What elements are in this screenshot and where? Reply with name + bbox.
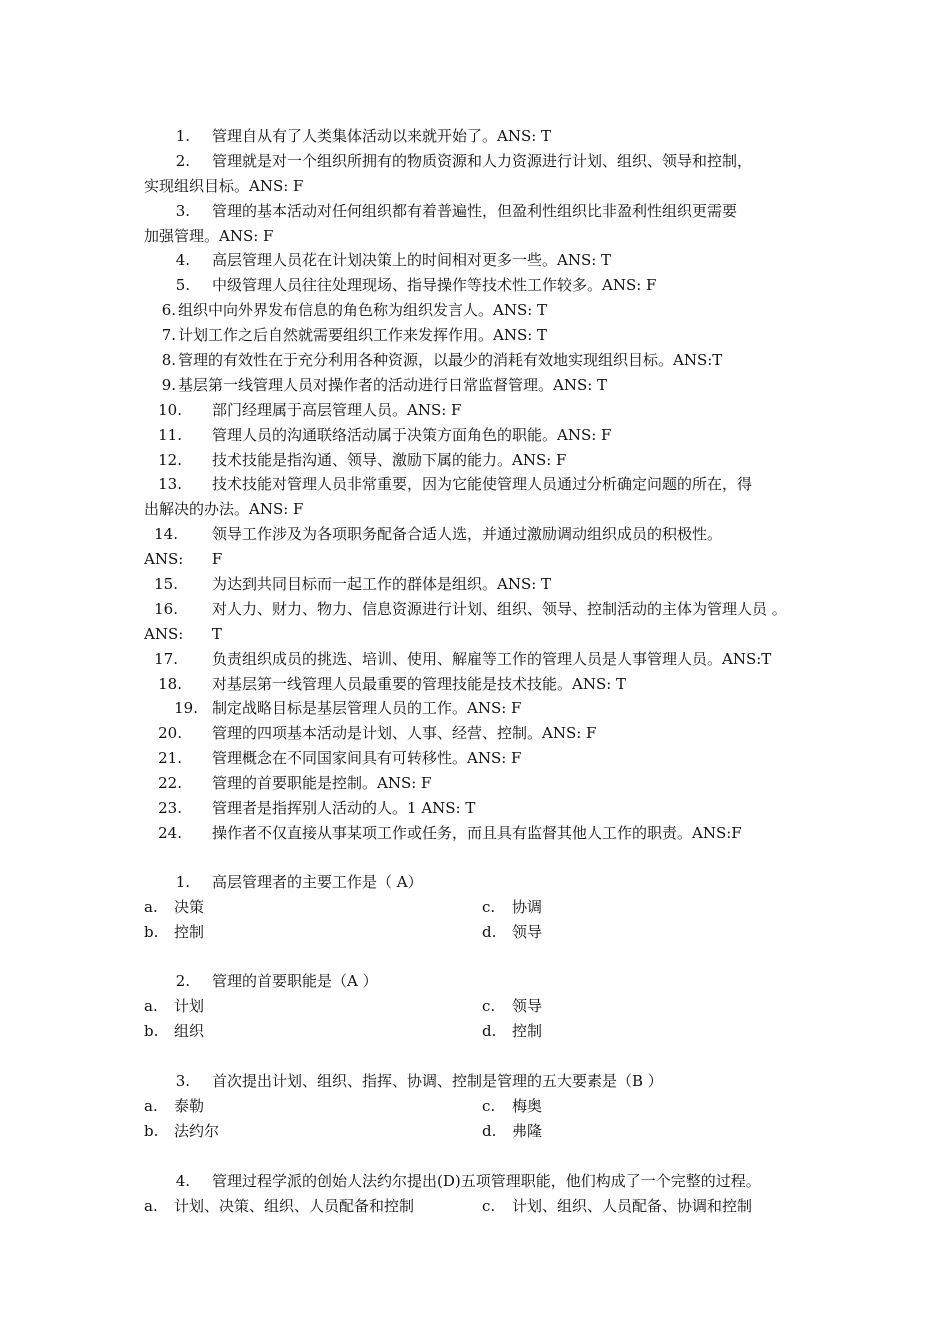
item-text: 管理人员的沟通联络活动属于决策方面角色的职能。ANS: F bbox=[212, 425, 612, 444]
list-item-continuation bbox=[0, 174, 950, 199]
item-text: 管理的有效性在于充分利用各种资源，以最少的消耗有效地实现组织目标。ANS:T bbox=[178, 351, 723, 370]
list-item bbox=[0, 124, 950, 149]
item-text: 管理概念在不同国家间具有可转移性。ANS: F bbox=[212, 749, 522, 768]
list-item bbox=[0, 647, 950, 672]
list-item bbox=[0, 572, 950, 597]
item-text: 为达到共同目标而一起工作的群体是组织。ANS: T bbox=[212, 575, 552, 594]
option-text: 控制 bbox=[174, 922, 205, 941]
item-text: 计划工作之后自然就需要组织工作来发挥作用。ANS: T bbox=[178, 326, 548, 345]
list-item bbox=[0, 448, 950, 473]
item-text: 负责组织成员的挑选、培训、使用、解雇等工作的管理人员是人事管理人员。ANS:T bbox=[212, 649, 772, 668]
option-text: 决策 bbox=[174, 897, 205, 916]
option-label: b. bbox=[144, 922, 159, 941]
question-line bbox=[0, 1169, 950, 1194]
option-text: 计划 bbox=[174, 996, 205, 1015]
item-text: 操作者不仅直接从事某项工作或任务，而且具有监督其他人工作的职责。ANS:F bbox=[212, 823, 742, 842]
option-row bbox=[0, 994, 950, 1019]
option-row bbox=[0, 895, 950, 920]
list-item-continuation bbox=[0, 622, 950, 647]
list-item bbox=[0, 696, 950, 721]
item-text: 对人力、财力、物力、信息资源进行计划、组织、领导、控制活动的主体为管理人员 。 bbox=[212, 599, 787, 618]
question-line bbox=[0, 870, 950, 895]
option-label: b. bbox=[144, 1021, 159, 1040]
option-text: 领导 bbox=[512, 922, 543, 941]
item-text: 管理自从有了人类集体活动以来就开始了。ANS: T bbox=[212, 127, 552, 145]
item-text: 技术技能是指沟通、领导、激励下属的能力。ANS: F bbox=[212, 450, 567, 469]
item-number: 20. bbox=[158, 724, 182, 743]
question-number: 4. bbox=[175, 1172, 190, 1190]
item-text: 领导工作涉及为各项职务配备合适人选，并通过激励调动组织成员的积极性。 bbox=[212, 525, 723, 544]
item-number: 13. bbox=[158, 475, 182, 494]
option-label: d. bbox=[482, 1121, 497, 1140]
list-item bbox=[0, 472, 950, 497]
list-item bbox=[0, 672, 950, 697]
item-text-cont: ANS: F bbox=[144, 550, 223, 569]
list-item bbox=[0, 373, 950, 398]
item-number: 15. bbox=[154, 575, 178, 594]
item-number: 11. bbox=[158, 425, 182, 444]
option-label: d. bbox=[482, 1021, 497, 1040]
item-text: 高层管理人员花在计划决策上的时间相对更多一些。ANS: T bbox=[212, 251, 612, 270]
item-text: 管理的四项基本活动是计划、人事、经营、控制。ANS: F bbox=[212, 724, 597, 743]
option-label: b. bbox=[144, 1121, 159, 1140]
item-number: 22. bbox=[158, 774, 182, 793]
list-item bbox=[0, 522, 950, 547]
item-number: 5. bbox=[175, 276, 190, 295]
option-text: 计划、组织、人员配备、协调和控制 bbox=[512, 1196, 753, 1215]
question-text: 管理过程学派的创始人法约尔提出(D)五项管理职能，他们构成了一个完整的过程。 bbox=[212, 1172, 761, 1190]
item-text: 制定战略目标是基层管理人员的工作。ANS: F bbox=[212, 699, 522, 718]
item-text: 组织中向外界发布信息的角色称为组织发言人。ANS: T bbox=[178, 301, 548, 320]
question-number: 2. bbox=[175, 972, 190, 990]
item-text: 基层第一线管理人员对操作者的活动进行日常监督管理。ANS: T bbox=[178, 375, 608, 394]
option-label: c. bbox=[482, 1096, 496, 1115]
item-text: 对基层第一线管理人员最重要的管理技能是技术技能。ANS: T bbox=[212, 674, 627, 693]
list-item-continuation bbox=[0, 224, 950, 249]
item-number: 12. bbox=[158, 450, 182, 469]
question-text: 首次提出计划、组织、指挥、协调、控制是管理的五大要素是（B ） bbox=[212, 1072, 663, 1090]
item-number: 9. bbox=[161, 375, 176, 394]
list-item-continuation bbox=[0, 547, 950, 572]
option-text: 组织 bbox=[174, 1021, 205, 1040]
question-line bbox=[0, 969, 950, 994]
option-text: 弗隆 bbox=[512, 1121, 543, 1140]
option-text: 法约尔 bbox=[174, 1121, 220, 1140]
item-text: 技术技能对管理人员非常重要，因为它能使管理人员通过分析确定问题的所在，得 bbox=[212, 475, 753, 494]
option-row bbox=[0, 1194, 950, 1219]
list-item-continuation bbox=[0, 497, 950, 522]
choice-question bbox=[0, 1169, 950, 1219]
list-item bbox=[0, 746, 950, 771]
list-item bbox=[0, 771, 950, 796]
list-item bbox=[0, 199, 950, 224]
question-line bbox=[0, 1069, 950, 1094]
question-text: 高层管理者的主要工作是（ A） bbox=[212, 873, 423, 891]
item-number: 8. bbox=[161, 351, 176, 370]
item-text: 中级管理人员往往处理现场、指导操作等技术性工作较多。ANS: F bbox=[212, 276, 657, 295]
option-text: 领导 bbox=[512, 996, 543, 1015]
list-item bbox=[0, 597, 950, 622]
item-text-cont: 出解决的办法。ANS: F bbox=[144, 500, 304, 519]
item-number: 21. bbox=[158, 749, 182, 768]
list-item bbox=[0, 821, 950, 846]
option-label: a. bbox=[144, 996, 158, 1015]
option-row bbox=[0, 1094, 950, 1119]
option-label: c. bbox=[482, 897, 496, 916]
item-number: 18. bbox=[158, 674, 182, 693]
item-text: 部门经理属于高层管理人员。ANS: F bbox=[212, 400, 462, 419]
option-label: c. bbox=[482, 996, 496, 1015]
item-text: 管理者是指挥别人活动的人。1 ANS: T bbox=[212, 799, 476, 818]
item-number: 14. bbox=[154, 525, 178, 544]
item-text: 管理的首要职能是控制。ANS: F bbox=[212, 774, 432, 793]
item-text: 管理就是对一个组织所拥有的物质资源和人力资源进行计划、组织、领导和控制， bbox=[212, 151, 753, 170]
option-text: 协调 bbox=[512, 897, 543, 916]
option-text: 梅奥 bbox=[512, 1096, 543, 1115]
option-label: a. bbox=[144, 1096, 158, 1115]
list-item bbox=[0, 348, 950, 373]
item-text: 管理的基本活动对任何组织都有着普遍性，但盈利性组织比非盈利性组织更需要 bbox=[212, 201, 738, 220]
option-row bbox=[0, 1119, 950, 1144]
option-label: d. bbox=[482, 922, 497, 941]
option-text: 计划、决策、组织、人员配备和控制 bbox=[174, 1196, 415, 1215]
option-label: a. bbox=[144, 897, 158, 916]
true-false-section bbox=[0, 124, 950, 846]
option-text: 泰勒 bbox=[174, 1096, 205, 1115]
item-number: 17. bbox=[154, 649, 178, 668]
item-text-cont: ANS: T bbox=[144, 624, 222, 643]
list-item bbox=[0, 423, 950, 448]
list-item bbox=[0, 149, 950, 174]
question-text: 管理的首要职能是（A ） bbox=[212, 972, 378, 990]
item-number: 6. bbox=[161, 301, 176, 320]
item-number: 2. bbox=[175, 151, 190, 170]
choice-question bbox=[0, 870, 950, 945]
item-number: 10. bbox=[158, 400, 182, 419]
list-item bbox=[0, 298, 950, 323]
item-number: 24. bbox=[158, 823, 182, 842]
list-item bbox=[0, 323, 950, 348]
item-text-cont: 实现组织目标。ANS: F bbox=[144, 176, 304, 195]
option-label: a. bbox=[144, 1196, 158, 1215]
choice-question bbox=[0, 1069, 950, 1144]
item-number: 4. bbox=[175, 251, 190, 270]
list-item bbox=[0, 721, 950, 746]
choice-question bbox=[0, 969, 950, 1044]
item-number: 19. bbox=[174, 699, 198, 718]
item-number: 16. bbox=[154, 599, 178, 618]
list-item bbox=[0, 248, 950, 273]
option-label: c. bbox=[482, 1196, 496, 1215]
item-number: 3. bbox=[175, 201, 190, 220]
item-number: 23. bbox=[158, 799, 182, 818]
list-item bbox=[0, 273, 950, 298]
list-item bbox=[0, 398, 950, 423]
item-number: 1. bbox=[175, 127, 190, 145]
question-number: 3. bbox=[175, 1072, 190, 1090]
option-row bbox=[0, 1019, 950, 1044]
option-text: 控制 bbox=[512, 1021, 543, 1040]
item-text-cont: 加强管理。ANS: F bbox=[144, 226, 274, 245]
question-number: 1. bbox=[175, 873, 190, 891]
list-item bbox=[0, 796, 950, 821]
item-number: 7. bbox=[161, 326, 176, 345]
option-row bbox=[0, 920, 950, 945]
